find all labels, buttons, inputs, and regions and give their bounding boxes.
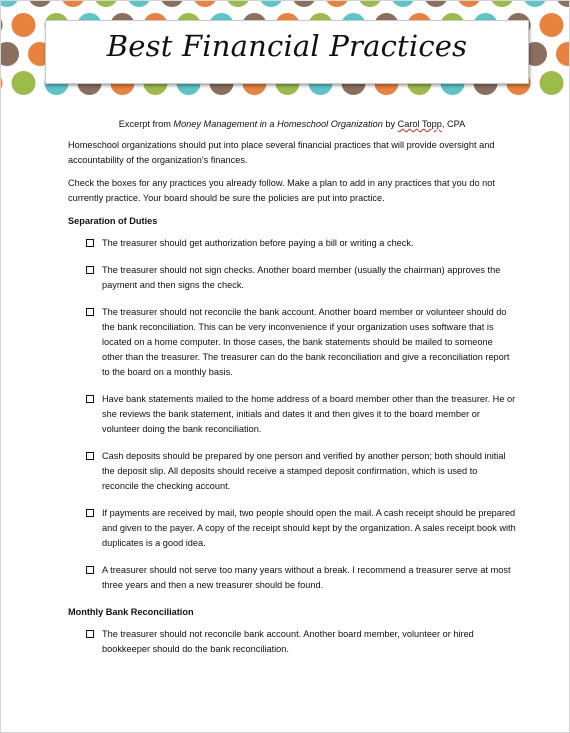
polka-dot [540, 13, 564, 37]
checklist-item-text: The treasurer should not sign checks. Another board member (usually the chairman) approves the payment and then signs the check. [102, 265, 501, 290]
polka-dot [556, 42, 569, 66]
polka-dot [193, 1, 217, 7]
intro-paragraph: Homeschool organizations should put into place several financial practices that will provide oversight and accountability of the organization's finances. [68, 140, 495, 165]
excerpt-line [68, 117, 516, 132]
polka-dot [292, 1, 316, 7]
checklist-item-text: If payments are received by mail, two people should open the mail. A cash receipt should be prepared and given to the payer. A copy of the receipt should kept by the organization. A sales receipt book with duplicates is a good idea. [102, 508, 516, 548]
polka-dot [391, 1, 415, 7]
polka-dot [28, 1, 52, 7]
page-title: Best Financial Practices [106, 29, 468, 63]
polka-dot [12, 71, 36, 95]
checkbox[interactable] [86, 452, 94, 460]
excerpt-author: Carol Topp [397, 119, 442, 129]
checklist-item [68, 506, 516, 551]
excerpt-suffix: , CPA [441, 119, 466, 129]
checkbox[interactable] [86, 509, 94, 517]
checklist-item [68, 563, 516, 593]
polka-dot [1, 13, 3, 37]
polka-dot [61, 1, 85, 7]
checklist-item-text: The treasurer should not reconcile the bank account. Another board member or volunteer should do the bank reconciliation. This can be very inconvenience if your organization uses software that is located on a home computer. In those cases, the bank statements should be mailed to someone other than the treasurer. The treasurer can do the bank reconciliation and give a reconciliation report to the board on a monthly basis. [102, 307, 510, 377]
checklist-item [68, 305, 516, 380]
checkbox[interactable] [86, 239, 94, 247]
checkbox[interactable] [86, 395, 94, 403]
excerpt-prefix: Excerpt from [118, 119, 174, 129]
checkbox[interactable] [86, 266, 94, 274]
checklist-separation-of-duties [68, 236, 516, 593]
title-box [45, 20, 529, 84]
excerpt-book-title: Money Management in a Homeschool Organization [173, 119, 383, 129]
checklist-item-text: The treasurer should get authorization before paying a bill or writing a check. [102, 238, 414, 248]
polka-dot [424, 1, 448, 7]
polka-dot [490, 1, 514, 7]
section-heading-monthly-bank-reconciliation: Monthly Bank Reconciliation [68, 607, 194, 617]
polka-dot [226, 1, 250, 7]
checkbox[interactable] [86, 566, 94, 574]
polka-dot [358, 1, 382, 7]
polka-dot [127, 1, 151, 7]
checklist-item [68, 627, 516, 657]
section-heading-separation-of-duties: Separation of Duties [68, 216, 158, 226]
checklist-item-text: Have bank statements mailed to the home address of a board member other than the treasurer. He or she reviews the bank statement, initials and dates it and then gives it to the board member or volunteer doing the bank reconciliation. [102, 394, 516, 434]
checklist-item-text: The treasurer should not reconcile bank account. Another board member, volunteer or hired bookkeeper should do the bank reconciliation. [102, 629, 474, 654]
document-body [68, 117, 516, 657]
checklist-item [68, 263, 516, 293]
checkbox[interactable] [86, 630, 94, 638]
checklist-item [68, 449, 516, 494]
polka-dot [160, 1, 184, 7]
polka-dot [325, 1, 349, 7]
polka-dot [12, 13, 36, 37]
checklist-item [68, 236, 516, 251]
polka-dot [556, 1, 569, 7]
polka-dot [457, 1, 481, 7]
checkbox[interactable] [86, 308, 94, 316]
checklist-monthly-bank-reconciliation [68, 627, 516, 657]
checklist-item [68, 392, 516, 437]
polka-dot [259, 1, 283, 7]
polka-dot [1, 71, 3, 95]
instructions-paragraph: Check the boxes for any practices you already follow. Make a plan to add in any practices that you do not currently practice. Your board should be sure the policies are put into practice. [68, 178, 495, 203]
checklist-item-text: Cash deposits should be prepared by one person and verified by another person; both should initial the deposit slip. All deposits should receive a stamped deposit confirmation, which is used to reconcile the checking account. [102, 451, 506, 491]
excerpt-by: by [382, 119, 398, 129]
polka-dot [1, 42, 19, 66]
checklist-item-text: A treasurer should not serve too many years without a break. I recommend a treasurer serve at most three years and then a new treasurer should be found. [102, 565, 511, 590]
polka-dot [540, 71, 564, 95]
polka-dot [94, 1, 118, 7]
polka-dot [1, 1, 19, 7]
polka-dot [523, 1, 547, 7]
